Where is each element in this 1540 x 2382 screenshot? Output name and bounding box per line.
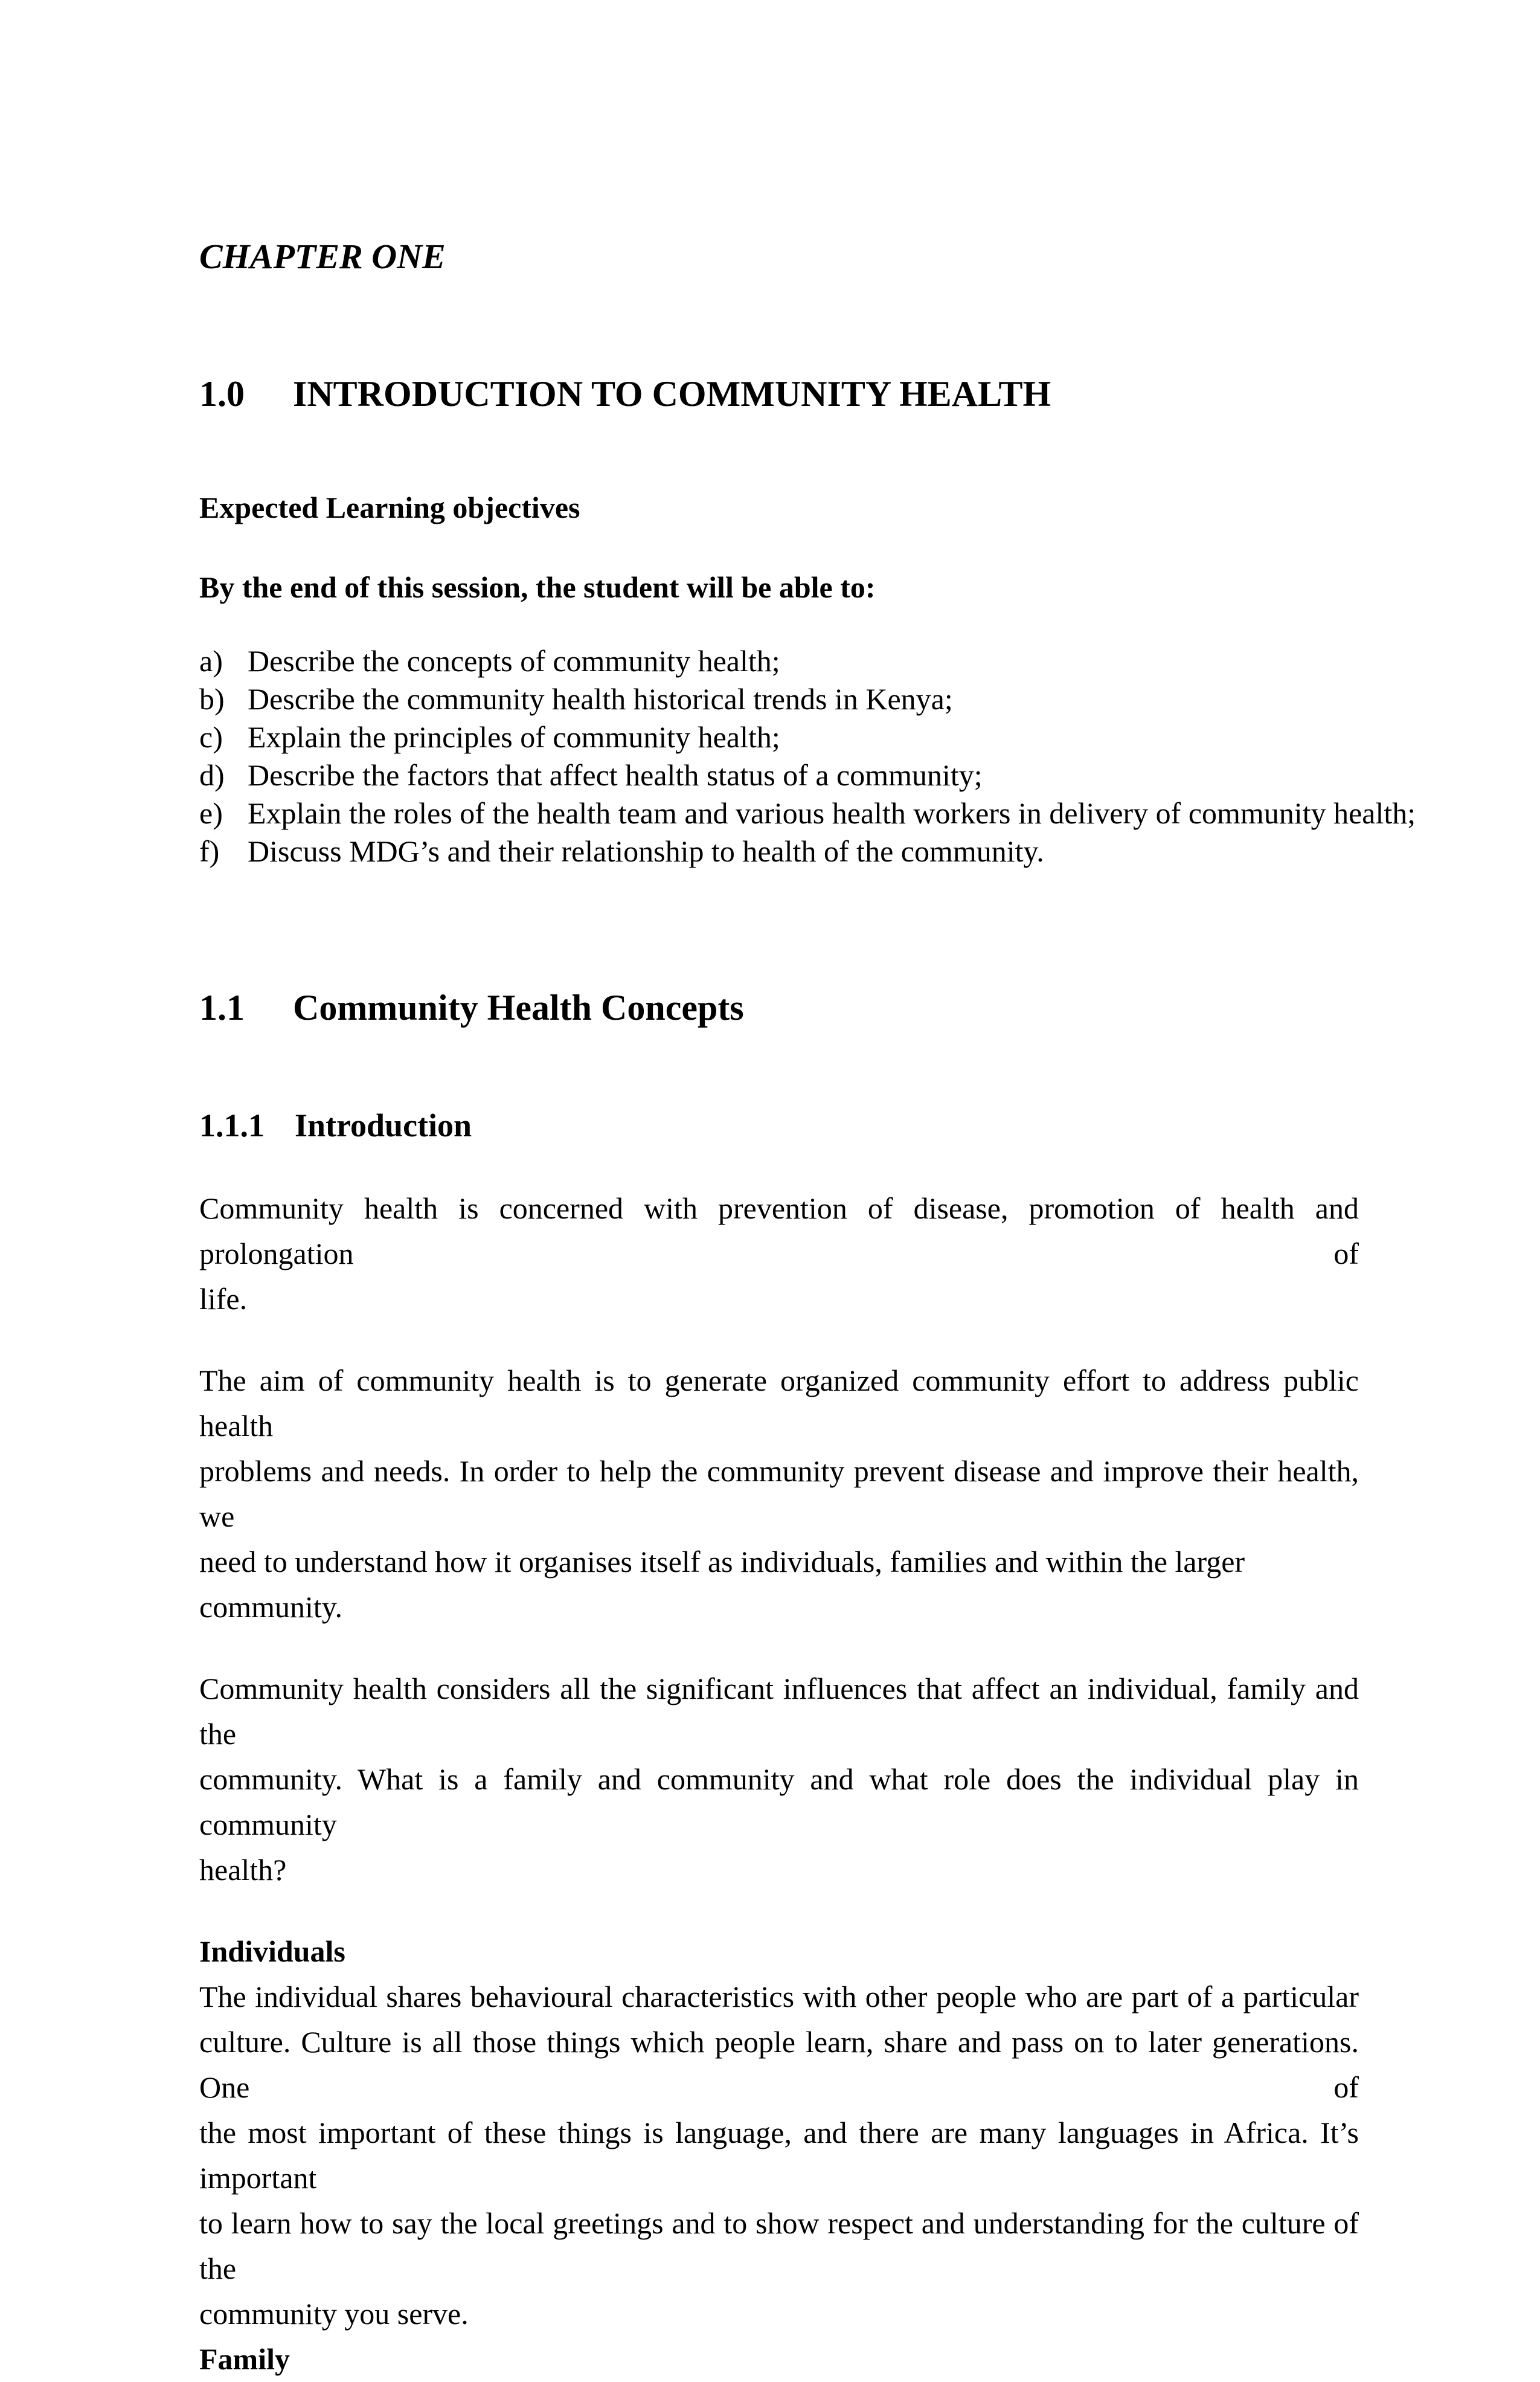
objective-item: [199, 794, 1416, 832]
chapter-heading: CHAPTER ONE: [199, 237, 446, 276]
section-1-1-1-title: Introduction: [295, 1107, 472, 1144]
objective-item: [199, 756, 1359, 794]
paragraph-considers: [199, 1666, 1359, 1893]
objectives-lead-in: By the end of this session, the student will be able to:: [199, 570, 876, 604]
family-heading: Family: [199, 2342, 290, 2376]
objective-text: Describe the community health historical trends in Kenya;: [248, 682, 953, 716]
paragraph-individuals: [199, 1974, 1359, 2337]
objective-text: Describe the factors that affect health status of a community;: [248, 758, 983, 792]
section-1-1-1-heading: [199, 1103, 1359, 1148]
section-1-1-1-number: 1.1.1: [199, 1107, 265, 1144]
paragraph-line: Community health is concerned with prevention of disease, promotion of health and prolongation of: [199, 1191, 1359, 1270]
paragraph-line: community. What is a family and community and what role does the individual play in community: [199, 1762, 1359, 1841]
paragraph-line: need to understand how it organises itself as individuals, families and within the larger community.: [199, 1545, 1245, 1624]
paragraph-line: problems and needs. In order to help the community prevent disease and improve their health, we: [199, 1454, 1359, 1533]
objective-letter: a): [199, 644, 223, 678]
section-1-1-number: 1.1: [199, 988, 245, 1028]
objectives-heading: Expected Learning objectives: [199, 491, 580, 524]
objective-letter: e): [199, 796, 223, 830]
objective-letter: d): [199, 758, 225, 792]
objective-letter: c): [199, 720, 223, 754]
paragraph-line: The aim of community health is to generate organized community effort to address public health: [199, 1363, 1359, 1443]
paragraph-line: culture. Culture is all those things which people learn, share and pass on to later generations. One of: [199, 2025, 1359, 2104]
objective-text: Explain the principles of community health;: [248, 720, 780, 754]
section-1-0-heading: [199, 372, 1359, 417]
objectives-list: [199, 642, 1416, 871]
paragraph-line: the most important of these things is language, and there are many languages in Africa. It’s important: [199, 2116, 1359, 2195]
section-1-0-title: INTRODUCTION TO COMMUNITY HEALTH: [293, 374, 1051, 414]
paragraph-aim: [199, 1358, 1359, 1630]
paragraph-line: health?: [199, 1853, 287, 1887]
paragraph-intro: [199, 1186, 1359, 1322]
individuals-heading: Individuals: [199, 1934, 345, 1968]
objective-item: [199, 642, 1359, 680]
objective-item: [199, 832, 1359, 871]
objective-letter: b): [199, 682, 225, 716]
objective-text: Describe the concepts of community health;: [248, 644, 780, 678]
paragraph-line: life.: [199, 1282, 248, 1316]
objective-text: Discuss MDG’s and their relationship to health of the community.: [248, 834, 1044, 868]
section-1-1-title: Community Health Concepts: [293, 988, 744, 1028]
paragraph-line: Community health considers all the significant influences that affect an individual, family and the: [199, 1672, 1359, 1751]
section-1-1-heading: [199, 985, 1359, 1031]
objective-item: [199, 680, 1359, 718]
objective-text: Explain the roles of the health team and various health workers in delivery of community health;: [248, 796, 1416, 830]
objective-item: [199, 718, 1359, 756]
paragraph-line: to learn how to say the local greetings and to show respect and understanding for the culture of the: [199, 2206, 1359, 2285]
objective-letter: f): [199, 834, 220, 868]
section-1-0-number: 1.0: [199, 374, 245, 414]
paragraph-line: community you serve.: [199, 2297, 469, 2331]
paragraph-line: The individual shares behavioural characteristics with other people who are part of a particular: [199, 1980, 1359, 2013]
